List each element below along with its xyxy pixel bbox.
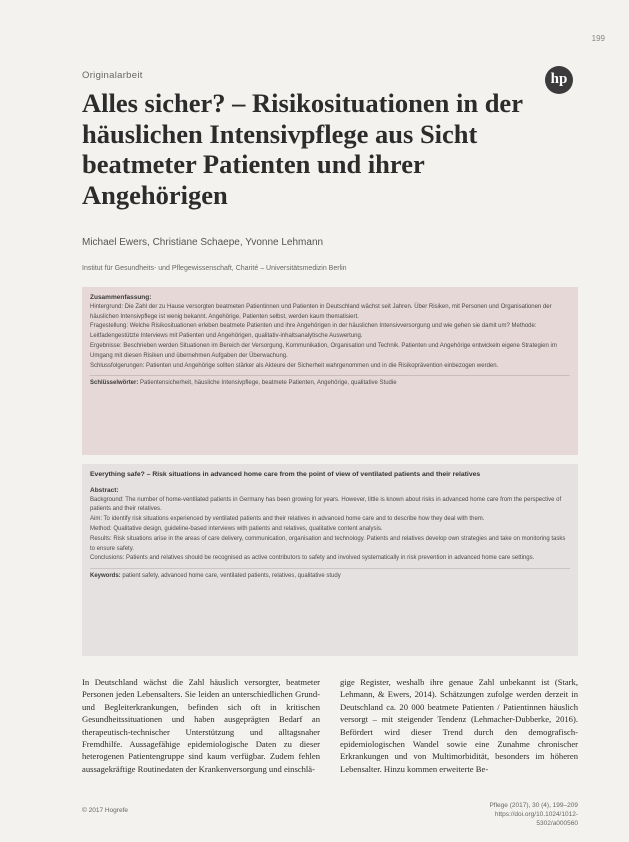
abstract-german	[82, 287, 578, 455]
keywords-label: Schlüsselwörter:	[90, 380, 139, 387]
body-column-left: In Deutschland wächst die Zahl häuslich versorgter, beatmeter Personen jeden Lebensalters. Sie leiden an unterschiedlichen Grund- und Begleiterkrankungen, befinden sich oft in kritischen Gesundheitssituationen und haben ausgeprägten Bedarf an therapeutisch-technischer Unterstützung und alltagsnaher Fremdhilfe. Aussagefähige epidemiologische Daten zu dieser heterogenen Patientengruppe sind kaum verfügbar. Zudem fehlen aussagekräftige Routinedaten der Krankenversorgung und einschlä-	[82, 677, 320, 774]
copyright: © 2017 Hogrefe	[82, 807, 128, 814]
abstract-en-heading: Abstract:	[90, 486, 119, 494]
keywords-text: patient safety, advanced home care, ventilated patients, relatives, qualitative study	[122, 573, 341, 580]
keywords-label: Keywords:	[90, 573, 121, 580]
abstract-de-body	[90, 303, 570, 372]
article-title: Alles sicher? – Risikosituationen in der häuslichen Intensivpflege aus Sicht beatmeter Patienten und ihrer Angehörigen	[82, 88, 523, 210]
abstract-de-heading: Zusammenfassung:	[90, 294, 152, 301]
english-title: Everything safe? – Risk situations in advanced home care from the point of view of ventilated patients and their relatives	[90, 471, 481, 478]
author-list: Michael Ewers, Christiane Schaepe, Yvonne Lehmann	[82, 237, 324, 248]
keywords-text: Patientensicherheit, häusliche Intensivpflege, beatmete Patienten, Angehörige, qualitative Studie	[140, 380, 397, 387]
affiliation: Institut für Gesundheits- und Pflegewissenschaft, Charité – Universitätsmedizin Berlin	[82, 265, 347, 272]
page-number: 199	[591, 34, 605, 43]
abstract-de-paragraph: Fragestellung: Welche Risikosituationen erleben beatmete Patienten und ihre Angehörigen in der häuslichen Intensivversorgung und wie gehen sie damit um? Methode: Leitfadengestützte Interviews mit Patienten und Angehörigen, qualitativ-inhaltsanalytische Auswertung.	[90, 323, 537, 340]
abstract-de-paragraph: Ergebnisse: Beschrieben werden Situationen im Bereich der Versorgung, Kommunikation, Organisation und Technik. Patienten und Angehörige entwickeln eigene Strategien im Umgang mit diesen Risiken und übernehmen Aufgaben der Überwachung.	[90, 342, 557, 359]
abstract-en-keywords	[90, 568, 570, 582]
abstract-en-body	[90, 496, 570, 565]
abstract-en-paragraph: Aim: To identify risk situations experienced by ventilated patients and their relatives in advanced home care and to describe how they deal with them.	[90, 516, 485, 523]
doi-link[interactable]: https://doi.org/10.1024/1012-5302/a000560	[494, 811, 578, 827]
abstract-en-paragraph: Background: The number of home-ventilated patients in Germany has been growing for years. However, little is known about risks in advanced home care from the perspective of patients and their relatives.	[90, 496, 562, 513]
abstract-de-paragraph: Hintergrund: Die Zahl der zu Hause versorgten beatmeten Patientinnen und Patienten in Deutschland wächst seit Jahren. Über Risiken, mit Personen und Organisationen der häuslichen Intensivpflege ist wenig bekannt. Angehörige, Patienten selbst, werden kaum thematisiert.	[90, 303, 552, 320]
publisher-logo-icon: hp	[545, 66, 573, 94]
abstract-de-paragraph: Schlussfolgerungen: Patienten und Angehörige sollten stärker als Akteure der Sicherheit wahrgenommen und in die Risikoprävention einbezogen werden.	[90, 362, 499, 369]
article-type-label: Originalarbeit	[82, 70, 143, 81]
abstract-en-paragraph: Conclusions: Patients and relatives should be recognised as active contributors to safety and involved systematically in risk prevention in advanced home care settings.	[90, 555, 535, 562]
abstract-english	[82, 464, 578, 656]
abstract-en-paragraph: Method: Qualitative design, guideline-based interviews with patients and relatives, qualitative content analysis.	[90, 525, 383, 532]
abstract-en-paragraph: Results: Risk situations arise in the areas of care delivery, communication, organisation and technology. Patients and relatives develop own strategies and take on monitoring tasks to ensure safety.	[90, 535, 566, 552]
citation-footer	[468, 801, 578, 828]
body-column-right: gige Register, weshalb ihre genaue Zahl unbekannt ist (Stark, Lehmann, & Ewers, 2014). Schätzungen zufolge werden derzeit in Deutschland ca. 20 000 beatmete Patienten / Patientinnen häuslich versorgt – mit steigender Tendenz (Lehmacher-Dubberke, 2016). Befördert wird dieser Trend durch den demografisch-epidemiologischen Wandel sowie eine Zunahme chronischer Erkrankungen und von Multimorbidität, besonders im höheren Lebensalter. Hinzu kommen erweiterte Be-	[340, 677, 578, 774]
journal-citation: Pflege (2017), 30 (4), 199–209	[489, 802, 578, 809]
abstract-de-keywords	[90, 375, 570, 389]
